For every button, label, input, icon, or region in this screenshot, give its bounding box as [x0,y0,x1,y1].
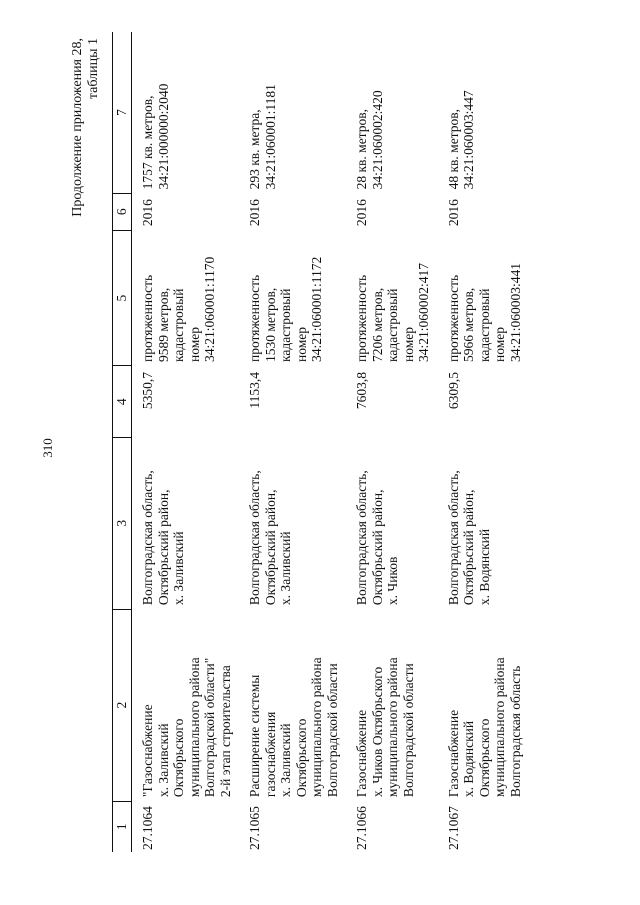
header-row [113,32,132,852]
object-name-line: муниципального района [186,657,202,798]
object-name-line: Октябрьского [171,718,186,798]
object-characteristics-line: протяженность [140,274,155,362]
land-plot [132,32,240,193]
object-name-line: х. Чиков Октябрьского [369,666,385,798]
object-name-line: Октябрьского [476,718,492,798]
object-name [438,609,530,801]
land-plot-line: 34:21:060001:1181 [262,84,278,190]
table-row [132,32,240,852]
header-col-2: 2 [113,609,132,801]
object-name-line: Волгоградской области [400,663,416,798]
object-name [132,609,240,801]
object-name-line: х. Заливский [278,723,293,798]
object-name-line: Волгоградская область [507,665,523,798]
object-name [346,609,438,801]
row-code: 27.1064 [140,806,155,850]
object-characteristics-line: 5966 метров, [461,287,476,362]
object-location-line: Волгоградская область, [140,470,155,606]
object-value: 5350,7 [140,372,155,410]
object-name-line: Волгоградской области [324,663,340,798]
object-location [438,437,530,609]
land-plot [239,32,346,193]
object-characteristics [239,230,346,366]
land-plot [438,32,530,193]
object-location-line: х. Заливский [171,531,186,606]
row-code: 27.1067 [445,806,461,850]
object-location-line: Волгоградская область, [445,470,461,606]
object-name-line: Расширение системы [247,674,262,798]
row-code: 27.1066 [354,806,369,850]
object-characteristics-line: кадастровый [278,288,293,362]
object-characteristics-line: протяженность [445,274,461,362]
object-location [346,437,438,609]
object-characteristics-line: протяженность [247,274,262,362]
object-name-line: Волгоградской области" [202,657,217,798]
object-characteristics-line: протяженность [354,274,369,362]
object-location-line: Волгоградская область, [354,470,369,606]
caption-line-1: Продолжение приложения 28, [70,38,85,217]
object-characteristics-line: 34:21:060003:441 [507,262,523,362]
table-row [438,32,530,852]
object-location-line: Волгоградская область, [247,470,262,606]
object-name-line: х. Водянский [461,720,476,798]
object-name-line: газоснабжения [262,711,278,798]
object-name-line: муниципального района [309,657,324,798]
header-col-6: 6 [113,193,132,230]
header-col-1: 1 [113,801,132,852]
object-characteristics-line: 7206 метров, [369,287,385,362]
land-plot-line: 48 кв. метров, [445,108,461,190]
land-plot-line: 1757 кв. метров, [140,95,155,190]
land-plot-line: 34:21:000000:2040 [155,83,171,190]
object-name-line: Газоснабжение [445,709,461,798]
object-name-line: муниципального района [492,657,507,798]
object-location-line: Октябрьский район, [155,489,171,606]
object-name-line: х. Заливский [155,723,171,798]
object-name-line: Октябрьского [293,718,309,798]
object-location-line: Октябрьский район, [461,489,476,606]
header-col-3: 3 [113,437,132,609]
land-plot-line: 34:21:060003:447 [461,90,476,190]
object-value: 1153,4 [247,372,262,409]
commission-year: 2016 [140,199,155,227]
object-location-line: х. Водянский [476,528,492,606]
table-body [132,32,530,852]
land-plot-line: 28 кв. метров, [354,108,369,190]
commission-year: 2016 [354,199,369,227]
object-location-line: х. Чиков [385,556,400,606]
object-name-line: Газоснабжение [354,709,369,798]
object-value: 7603,8 [354,372,369,410]
object-name [239,609,346,801]
object-location-line: х. Заливский [278,531,293,606]
commission-year: 2016 [445,199,461,227]
rotated-page-content [70,32,570,852]
object-characteristics-line: 9589 метров, [155,287,171,362]
object-location-line: Октябрьский район, [369,489,385,606]
object-characteristics-line: 1530 метров, [262,287,278,362]
object-name-line: 2-й этап строительства [217,665,233,798]
object-location [239,437,346,609]
object-characteristics-line: кадастровый [385,288,400,362]
object-characteristics-line: номер [186,326,202,362]
property-table [112,32,529,852]
commission-year: 2016 [247,199,262,227]
page-number: 310 [40,438,55,458]
table-row [239,32,346,852]
object-characteristics-line: номер [293,326,309,362]
header-col-4: 4 [113,366,132,437]
object-characteristics-line: номер [492,326,507,362]
land-plot-line: 293 кв. метра, [247,109,262,190]
object-location [132,437,240,609]
table-caption [70,38,102,217]
header-col-5: 5 [113,230,132,366]
object-characteristics-line: кадастровый [171,288,186,362]
object-location-line: Октябрьский район, [262,489,278,606]
object-characteristics-line: 34:21:060001:1170 [202,256,217,362]
land-plot [346,32,438,193]
object-characteristics-line: номер [400,326,416,362]
object-characteristics-line: кадастровый [476,288,492,362]
object-name-line: муниципального района [385,657,400,798]
object-characteristics [346,230,438,366]
land-plot-line: 34:21:060002:420 [369,90,385,190]
object-value: 6309,5 [445,372,461,410]
header-col-7: 7 [113,32,132,193]
object-characteristics [132,230,240,366]
table-row [346,32,438,852]
object-name-line: "Газоснабжение [140,704,155,798]
caption-line-2: таблицы 1 [86,38,101,100]
object-characteristics-line: 34:21:060001:1172 [309,256,324,362]
object-characteristics-line: 34:21:060002:417 [416,262,431,362]
row-code: 27.1065 [247,806,262,850]
object-characteristics [438,230,530,366]
